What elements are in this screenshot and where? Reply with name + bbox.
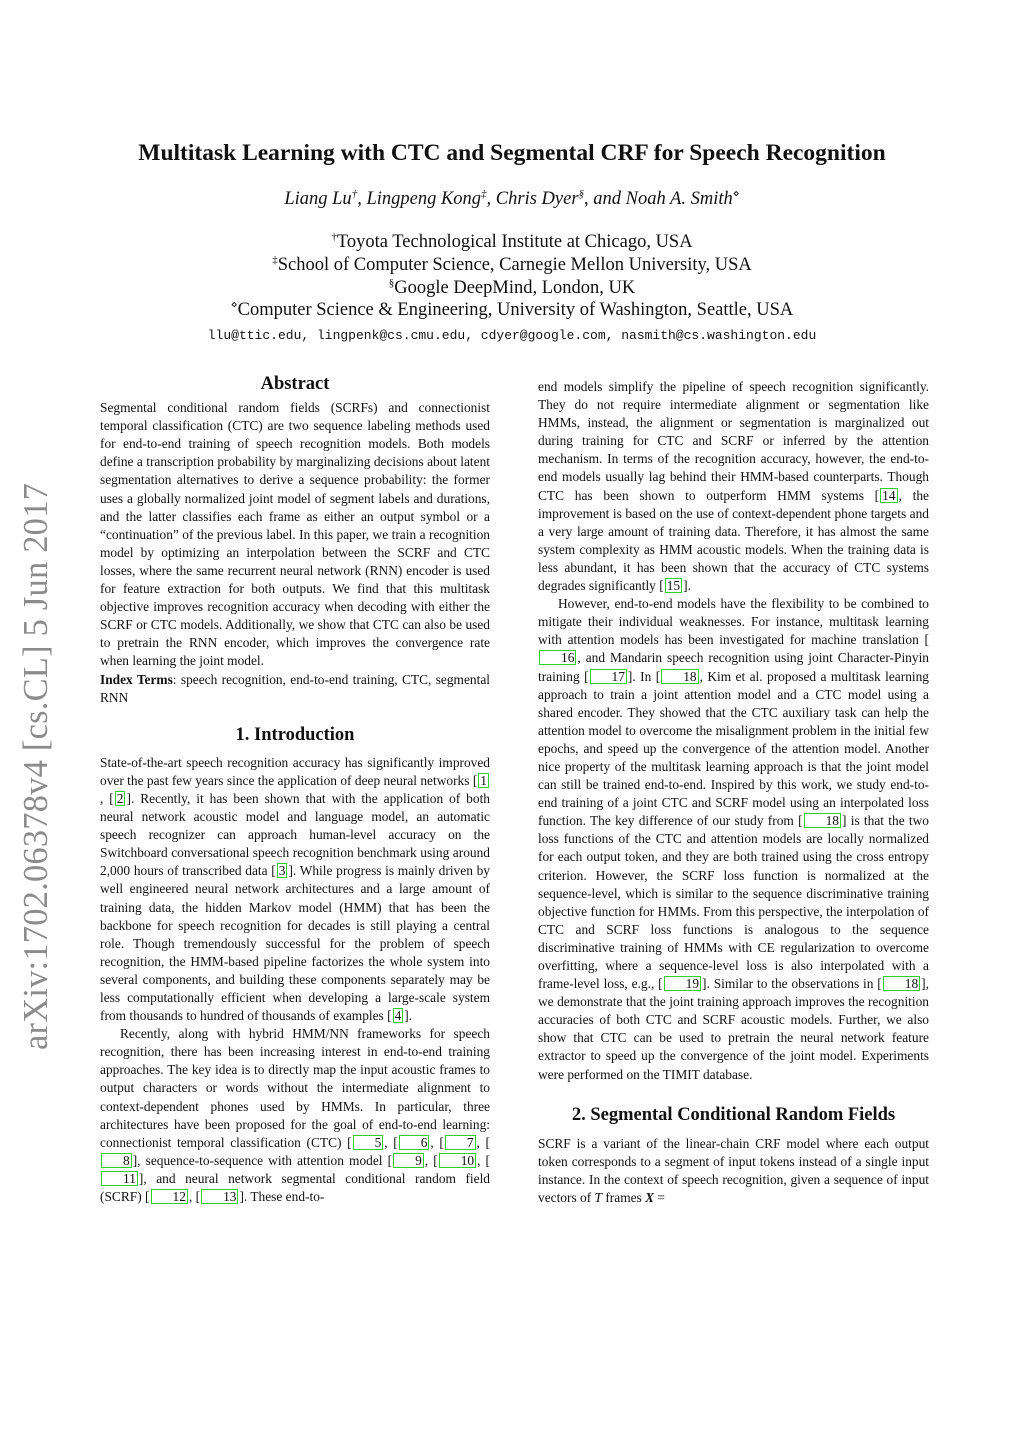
author-affiliation-mark: ⋄ (732, 187, 740, 200)
paper-title: Multitask Learning with CTC and Segmental CRF for Speech Recognition (138, 140, 886, 166)
text-run: , (424, 1152, 434, 1168)
affiliation-mark: ⋄ (230, 299, 238, 312)
text-run: is that the two loss functions of the CTC and attention models are locally normalized for each output token, and they are both trained using the cross entropy criterion. However, the SCRF loss function is normalized at the sequence-level, which is similar to the sequence discriminative training objective function for HMMs. From this perspective, the interpolation of CTC and SCRF loss functions is analogous to the sequence discriminative training of HMMs with CE regularization to overcome overfitting, where a sequence-level loss is also interpolated with a frame-level loss, e.g., (538, 813, 929, 992)
affiliation-line (0, 254, 1024, 277)
affiliation-line (0, 299, 1024, 322)
intro-paragraph-4 (538, 595, 929, 1084)
citation-bracket: [ 4 ] (387, 1008, 409, 1024)
text-run: State-of-the-art speech recognition accuracy has significantly improved over the past few years since the application of deep neural networks (100, 754, 490, 788)
text-run: . While progress is mainly driven by well engineered neural network architectures and a large amount of training data, the hidden Markov model (HMM) that has been the backbone for speech recognition for decades is still playing a central role. Though tremendously successful for the problem of speech recognition, the HMM-based pipeline factorizes the whole system into several components, and building these components separately may be less computationally efficient when developing a large-scale system from thousands to hundred of thousands of examples (100, 863, 490, 1024)
citation-link[interactable]: 15 (666, 578, 681, 594)
citation-link[interactable]: 6 (399, 1135, 430, 1150)
citation-bracket: [ 6 (393, 1134, 428, 1150)
citation-link[interactable]: 8 (101, 1153, 132, 1168)
citation-link[interactable]: 5 (353, 1135, 384, 1150)
text-run: . In (632, 668, 656, 684)
abstract-text: Segmental conditional random fields (SCRFs) and connectionist temporal classification (CTC) are two sequence labeling methods used for end-to-end training of speech recognition models. Both models define a transcription probability by marginalizing decisions about latent segmentation alternatives to derive a sequence probability: the former uses a globally normalized joint model of segment labels and durations, and the latter classifies each frame as either an output symbol or a “continuation” of the previous label. In this paper, we train a recognition model by optimizing an interpolation between the SCRF and CTC losses, where the same recurrent neural network (RNN) encoder is used for feature extraction for both outputs. We find that this multitask objective improves recognition accuracy when decoding with either the SCRF or CTC models. Additionally, we show that CTC can also be used to pretrain the RNN encoder, which improves the convergence rate when learning the joint model. (100, 400, 490, 669)
citation-link[interactable]: 14 (882, 487, 896, 503)
intro-paragraph-3 (538, 378, 929, 595)
author-name: Chris Dyer (495, 189, 579, 209)
text-run: , Kim et al. proposed a multitask learning approach to train a joint attention model and a CTC model using a shared encoder. They showed that the CTC auxiliary task can help the attention model to overcome the misalignment problem in the initial few epochs, and speed up the convergence of the attention model. Another nice property of the multitask learning approach is that the joint model can still be trained end-to-end. Inspired by this work, we study end-to-end training of a joint CTC and SCRF model using an interpolated loss function. The key difference of our study from (538, 668, 930, 829)
index-terms-text: : speech recognition, end-to-end training, CTC, segmental RNN (100, 671, 490, 705)
math-symbol-X: X (645, 1190, 655, 1206)
citation-bracket: [ 18 ] (877, 976, 926, 992)
text-run: ], and neural network segmental conditional random field (SCRF) (100, 1170, 490, 1205)
index-terms (100, 671, 490, 707)
citation-link[interactable]: 3 (278, 863, 286, 879)
affiliation-text: School of Computer Science, Carnegie Mellon University, USA (277, 254, 752, 275)
scrf-text-mid: frames (601, 1190, 646, 1206)
citation-bracket: [ 3 ] (271, 863, 293, 879)
affiliation-mark: § (388, 276, 395, 289)
arxiv-identifier-stamp: arXiv:1702.06378v4 [cs.CL] 5 Jun 2017 (17, 482, 55, 1050)
text-run: , and Mandarin speech recognition using joint Character-Pinyin training (538, 650, 929, 684)
author-emails[interactable]: llu@ttic.edu, lingpenk@cs.cmu.edu, cdyer@google.com, nasmith@cs.washington.edu (207, 328, 817, 343)
citation-link[interactable]: 10 (439, 1153, 476, 1168)
text-run: , (476, 1134, 486, 1150)
citation-link[interactable]: 18 (804, 813, 841, 828)
citation-link[interactable]: 2 (116, 790, 124, 806)
citation-link[interactable]: 18 (883, 976, 920, 991)
citation-link[interactable]: 11 (101, 1171, 138, 1186)
citation-bracket: [16 (538, 632, 929, 665)
citation-link[interactable]: 16 (539, 650, 576, 665)
introduction-heading: 1. Introduction (235, 724, 355, 745)
text-run: , (188, 1189, 196, 1205)
citation-bracket: [11 (100, 1153, 490, 1186)
affiliation-line (0, 231, 1024, 254)
author-list (0, 189, 1024, 210)
text-run: , (384, 1134, 394, 1150)
citation-bracket: [ 2 ] (109, 790, 131, 806)
left-column (100, 375, 490, 1206)
author-affiliation-mark: † (351, 187, 358, 200)
text-run: . Recently, it has been shown that with the application of both neural network acoustic model and language model, an automatic speech recognizer can approach human-level accuracy on the Switchboard conversational speech recognition benchmark using around 2,000 hours of transcribed data (100, 790, 490, 879)
author-affiliation-mark: § (578, 187, 585, 200)
scrf-text: SCRF is a variant of the linear-chain CRF model where each output token corresponds to a segment of input tokens instead of a single input instance. In the context of speech recognition, given a sequence of input vectors of (538, 1135, 929, 1206)
math-symbol-T: T (594, 1190, 602, 1206)
author-name: Noah A. Smith (625, 189, 733, 209)
citation-link[interactable]: 1 (480, 772, 487, 788)
text-run: , (100, 790, 110, 806)
author-separator: , and (584, 189, 626, 209)
affiliation-line (0, 277, 1024, 300)
citation-bracket: [ 14 (874, 487, 896, 503)
author-name: Liang Lu (284, 189, 352, 209)
citation-bracket: [ 9 (387, 1152, 422, 1168)
citation-bracket: [ 19 ] (658, 976, 707, 992)
citation-bracket: [ 17 ] (584, 668, 633, 684)
citation-bracket: [8 (100, 1135, 490, 1168)
affiliation-text: Toyota Technological Institute at Chicago, USA (336, 232, 693, 252)
text-run: . (408, 1008, 413, 1024)
citation-link[interactable]: 12 (151, 1189, 188, 1204)
text-run: Recently, along with hybrid HMM/NN frameworks for speech recognition, there has been increasing interest in end-to-end training approaches. The key idea is to directly map the input acoustic frames to output characters or words without the intermediate alignment to context-dependent phones used by HMMs. In particular, three architectures have been proposed for the goal of end-to-end learning: connectionist temporal classification (CTC) (100, 1026, 490, 1150)
citation-bracket: [ 7 (439, 1134, 474, 1150)
text-run: , we demonstrate that the joint training approach improves the recognition accuracies of both CTC and SCRF acoustic models. Further, we also show that CTC can be used to pretrain the neural network feature extractor to speed up the convergence of the joint model. Experiments were performed on the TIMIT database. (538, 976, 929, 1082)
intro-paragraph-1 (100, 754, 490, 1025)
citation-link[interactable]: 19 (664, 976, 701, 991)
text-run: . Similar to the observations in (706, 976, 878, 992)
text-run: end models simplify the pipeline of speech recognition significantly. They do not require intermediate alignment or segmentation like HMMs, instead, the alignment or segmentation is marginalized out during training for CTC and SCRF or inferred by the attention mechanism. In terms of the recognition accuracy, however, the end-to-end models usually lag behind their HMM-based counterparts. Though CTC has been shown to outperform HMM systems (538, 379, 929, 503)
citation-bracket: [ 18 (655, 668, 697, 684)
author-name: Lingpeng Kong (366, 189, 482, 209)
citation-link[interactable]: 18 (661, 669, 698, 684)
citation-link[interactable]: 9 (393, 1153, 424, 1168)
author-separator: , (357, 189, 367, 209)
citation-link[interactable]: 7 (445, 1135, 476, 1150)
citation-bracket: [ 12 (145, 1189, 186, 1205)
scrf-section-heading: 2. Segmental Conditional Random Fields (571, 1104, 896, 1125)
citation-link[interactable]: 13 (201, 1189, 238, 1204)
intro-paragraph-2 (100, 1025, 490, 1206)
citation-link[interactable]: 4 (394, 1008, 402, 1024)
text-run: , (477, 1152, 486, 1168)
abstract-heading: Abstract (260, 374, 330, 394)
citation-bracket: [ 10 (433, 1152, 475, 1168)
scrf-text-end: = (654, 1190, 665, 1206)
text-run: , the improvement is based on the use of context-dependent phone targets and a very large amount of training data. Therefore, it has almost the same system complexity as HMM acoustic models. When the training data is less abundant, it has been shown that the accuracy of CTC systems degrades significantly (538, 487, 929, 594)
text-run: However, end-to-end models have the flexibility to be combined to mitigate their individual weaknesses. For instance, multitask learning with attention models has been investigated for machine translation (538, 596, 929, 648)
text-run: ], sequence-to-sequence with attention model (132, 1152, 388, 1168)
citation-bracket: [ 18 ] (798, 813, 847, 829)
right-column (538, 378, 929, 1207)
affiliation-list (0, 231, 1024, 322)
citation-bracket: [ 13 (195, 1189, 237, 1205)
citation-bracket: [ 15 ] (659, 578, 688, 594)
affiliation-mark: ‡ (272, 253, 278, 266)
author-separator: , (486, 189, 496, 209)
scrf-paragraph (538, 1135, 929, 1207)
affiliation-text: Google DeepMind, London, UK (394, 277, 636, 298)
text-run: , (430, 1134, 440, 1150)
affiliation-mark: † (331, 230, 337, 243)
text-run: ]. These end-to- (239, 1189, 325, 1205)
citation-link[interactable]: 17 (590, 669, 627, 684)
text-run: . (687, 578, 691, 594)
index-terms-label: Index Terms (100, 671, 173, 687)
affiliation-text: Computer Science & Engineering, University of Washington, Seattle, USA (237, 300, 794, 321)
citation-bracket: [ 1 (472, 772, 487, 788)
author-affiliation-mark: ‡ (481, 187, 487, 200)
citation-bracket: [ 5 (347, 1134, 382, 1150)
